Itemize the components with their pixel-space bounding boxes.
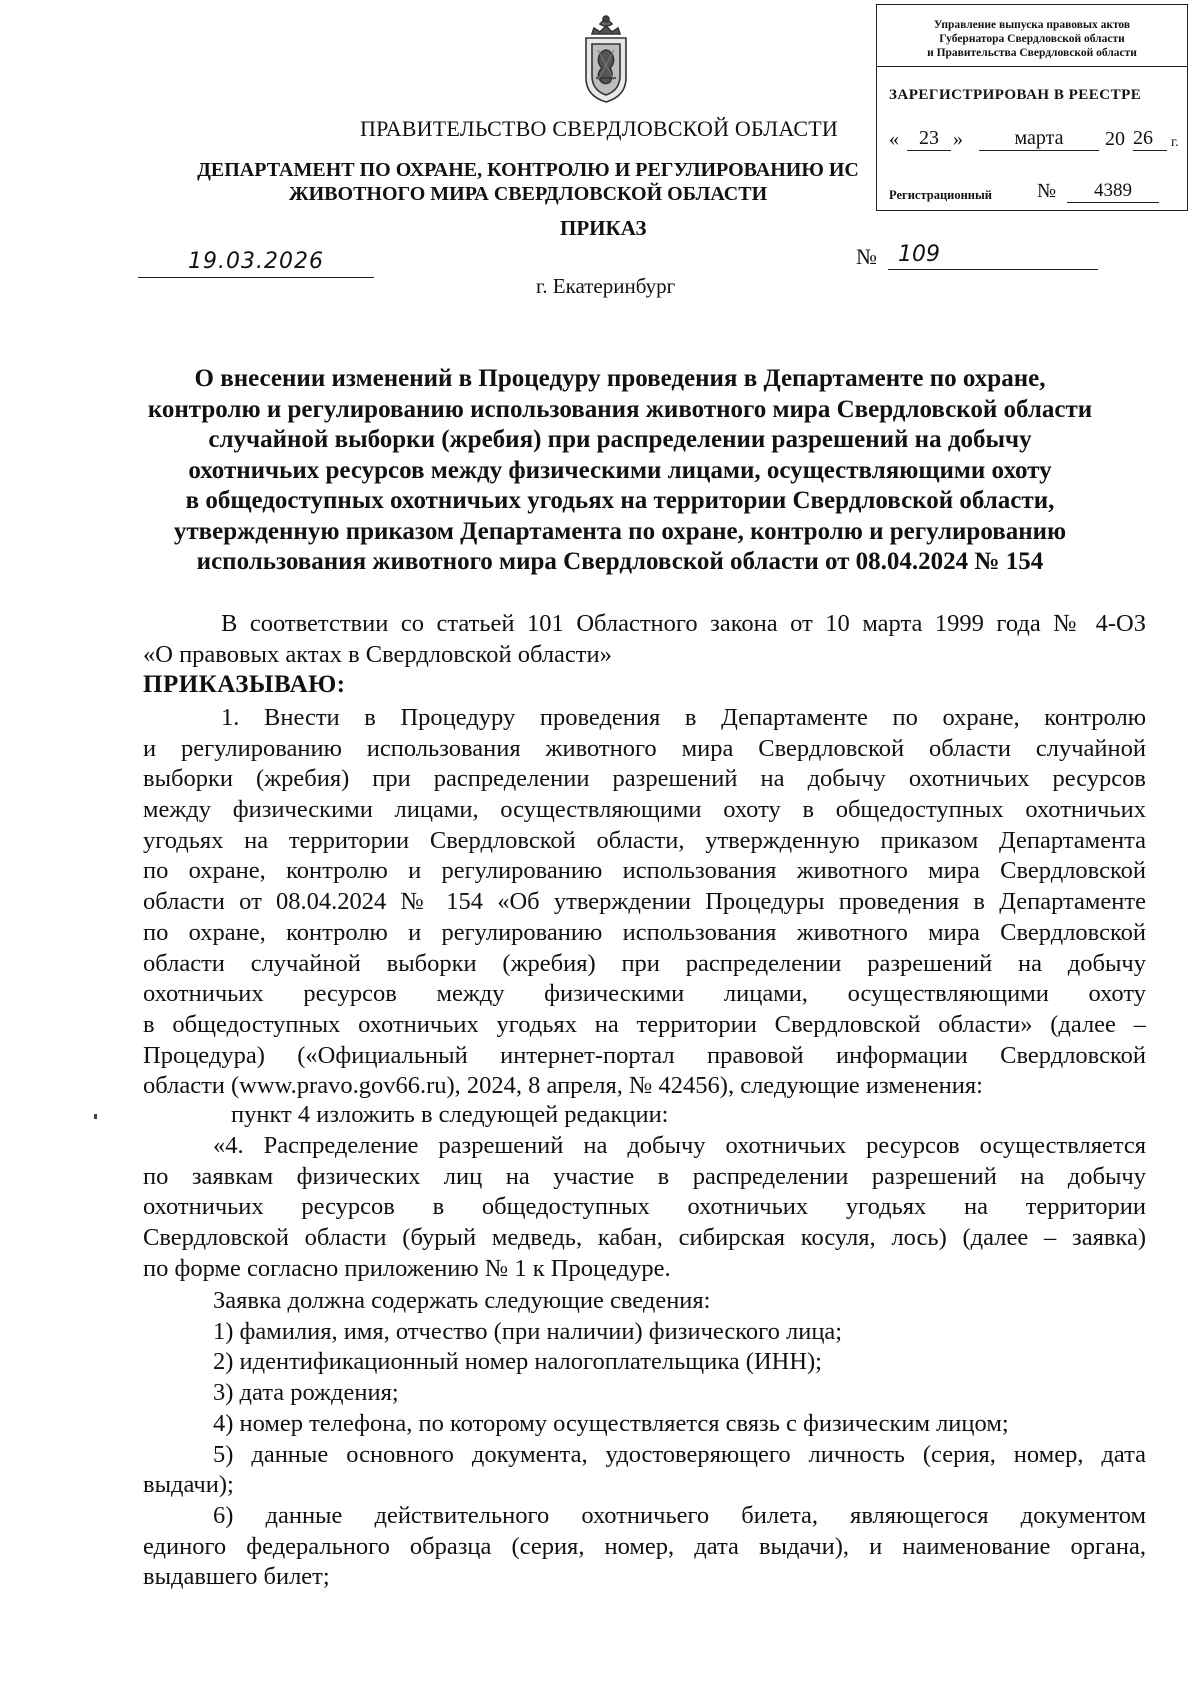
document-type: ПРИКАЗ bbox=[560, 216, 647, 240]
list-item: 1) фамилия, имя, отчество (при наличии) физического лица; bbox=[213, 1317, 843, 1345]
preamble bbox=[143, 609, 1146, 670]
paragraph-line: угодьях на территории Свердловской области, утвержденную приказом Департамента bbox=[143, 826, 1146, 854]
number-label: № bbox=[856, 244, 877, 269]
department-name: ДЕПАРТАМЕНТ ПО ОХРАНЕ, КОНТРОЛЮ И РЕГУЛИРОВАНИЮ ИС ЖИВОТНОГО МИРА СВЕРДЛОВСКОЙ ОБЛАСТИ bbox=[197, 159, 859, 205]
stamp-date bbox=[889, 127, 1181, 151]
stamp-issuer: Управление выпуска правовых актов Губернатора Свердловской области и Правительства Свердловской области bbox=[877, 5, 1187, 67]
stamp-reg-value: 4389 bbox=[1067, 180, 1159, 203]
stamp-year-prefix: 20 bbox=[1105, 128, 1125, 150]
stamp-year-suffix: 26 bbox=[1133, 127, 1167, 151]
preamble-line: В соответствии со статьей 101 Областного закона от 10 марта 1999 года № 4-ОЗ bbox=[221, 610, 1146, 637]
list-item-continuation: выдачи); bbox=[143, 1471, 234, 1499]
paragraph-line: охотничьих ресурсов в общедоступных охотничьих угодьях на территории bbox=[143, 1193, 1146, 1221]
requirements-list bbox=[143, 1286, 1146, 1593]
paragraph-line: выборки (жребия) при распределении разрешений на добычу охотничьих ресурсов bbox=[143, 765, 1146, 793]
paragraph-line: по охране, контролю и регулированию использования животного мира Свердловской bbox=[143, 918, 1146, 946]
paragraph-line: области от 08.04.2024 № 154 «Об утверждении Процедуры проведения в Департаменте bbox=[143, 888, 1146, 916]
paragraph-1 bbox=[143, 703, 1146, 1102]
paragraph-line: 1. Внести в Процедуру проведения в Департаменте по охране, контролю bbox=[221, 704, 1146, 731]
handwritten-date: 19.03.2026 bbox=[138, 250, 374, 278]
preamble-line: «О правовых актах в Свердловской области» bbox=[143, 640, 612, 668]
list-item-continuation: единого федерального образца (серия, номер, дата выдачи), и наименование органа, bbox=[143, 1532, 1146, 1560]
city: г. Екатеринбург bbox=[536, 274, 676, 298]
paragraph-line: по форме согласно приложению № 1 к Процедуре. bbox=[143, 1254, 671, 1282]
stamp-year-unit: г. bbox=[1171, 135, 1179, 150]
paragraph-line: и регулированию использования животного мира Свердловской области случайной bbox=[143, 734, 1146, 762]
order-verb: ПРИКАЗЫВАЮ: bbox=[143, 671, 346, 698]
list-item: 6) данные действительного охотничьего билета, являющегося документом bbox=[213, 1501, 1146, 1529]
list-item: 4) номер телефона, по которому осуществляется связь с физическим лицом; bbox=[213, 1409, 1009, 1437]
list-intro: Заявка должна содержать следующие сведения: bbox=[213, 1287, 711, 1314]
registration-stamp bbox=[876, 4, 1188, 211]
stamp-reg-label: Регистрационный bbox=[889, 188, 992, 202]
document-title: О внесении изменений в Процедуру проведения в Департаменте по охране, контролю и регулированию использования животного мира Свердловской области случайной выборки (жребия) при распределении разрешений на добычу охотничьих ресурсов между физическими лицами, осуществляющими охоту в общедоступных охотничьих угодьях на территории Свердловской области, утвержденную приказом Департамента по охране, контролю и регулированию использования животного мира Свердловской области от 08.04.2024 № 154 bbox=[147, 365, 1093, 575]
scan-speck bbox=[94, 1114, 97, 1119]
list-item: 5) данные основного документа, удостоверяющего личность (серия, номер, дата bbox=[213, 1440, 1146, 1468]
item-4-intro bbox=[143, 1100, 1146, 1131]
stamp-reg-sign: № bbox=[1037, 180, 1057, 202]
stamp-day: 23 bbox=[907, 127, 951, 151]
paragraph-line: области случайной выборки (жребия) при распределении разрешений на добычу bbox=[143, 949, 1146, 977]
stamp-quote-open: « bbox=[889, 128, 899, 150]
paragraph-line: Процедура) («Официальный интернет-портал правовой информации Свердловской bbox=[143, 1041, 1146, 1069]
stamp-reg-number bbox=[889, 181, 1181, 203]
paragraph-line: «4. Распределение разрешений на добычу охотничьих ресурсов осуществляется bbox=[213, 1132, 1146, 1159]
government-name: ПРАВИТЕЛЬСТВО СВЕРДЛОВСКОЙ ОБЛАСТИ bbox=[360, 116, 838, 141]
paragraph-line: области (www.pravo.gov66.ru), 2024, 8 апреля, № 42456), следующие изменения: bbox=[143, 1072, 983, 1100]
paragraph-line: Свердловской области (бурый медведь, кабан, сибирская косуля, лось) (далее – заявка) bbox=[143, 1224, 1146, 1252]
paragraph-line: по охране, контролю и регулированию использования животного мира Свердловской bbox=[143, 857, 1146, 885]
stamp-registered-label: ЗАРЕГИСТРИРОВАН В РЕЕСТРЕ bbox=[889, 87, 1142, 103]
stamp-month: марта bbox=[979, 127, 1099, 151]
paragraph-line: в общедоступных охотничьих угодьях на территории Свердловской области» (далее – bbox=[143, 1010, 1146, 1038]
paragraph-line: пункт 4 изложить в следующей редакции: bbox=[231, 1101, 669, 1128]
item-4-text bbox=[143, 1131, 1146, 1284]
paragraph-line: по заявкам физических лиц на участие в распределении разрешений на добычу bbox=[143, 1162, 1146, 1190]
stamp-quote-close: » bbox=[953, 128, 963, 150]
handwritten-number: 109 bbox=[888, 242, 1098, 270]
coat-of-arms-icon bbox=[578, 14, 634, 106]
list-item: 3) дата рождения; bbox=[213, 1379, 399, 1407]
list-item: 2) идентификационный номер налогоплательщика (ИНН); bbox=[213, 1348, 822, 1376]
list-item-continuation: выдавшего билет; bbox=[143, 1563, 330, 1591]
paragraph-line: между физическими лицами, осуществляющими охоту в общедоступных охотничьих bbox=[143, 796, 1146, 824]
paragraph-line: охотничьих ресурсов между физическими лицами, осуществляющими охоту bbox=[143, 980, 1146, 1008]
